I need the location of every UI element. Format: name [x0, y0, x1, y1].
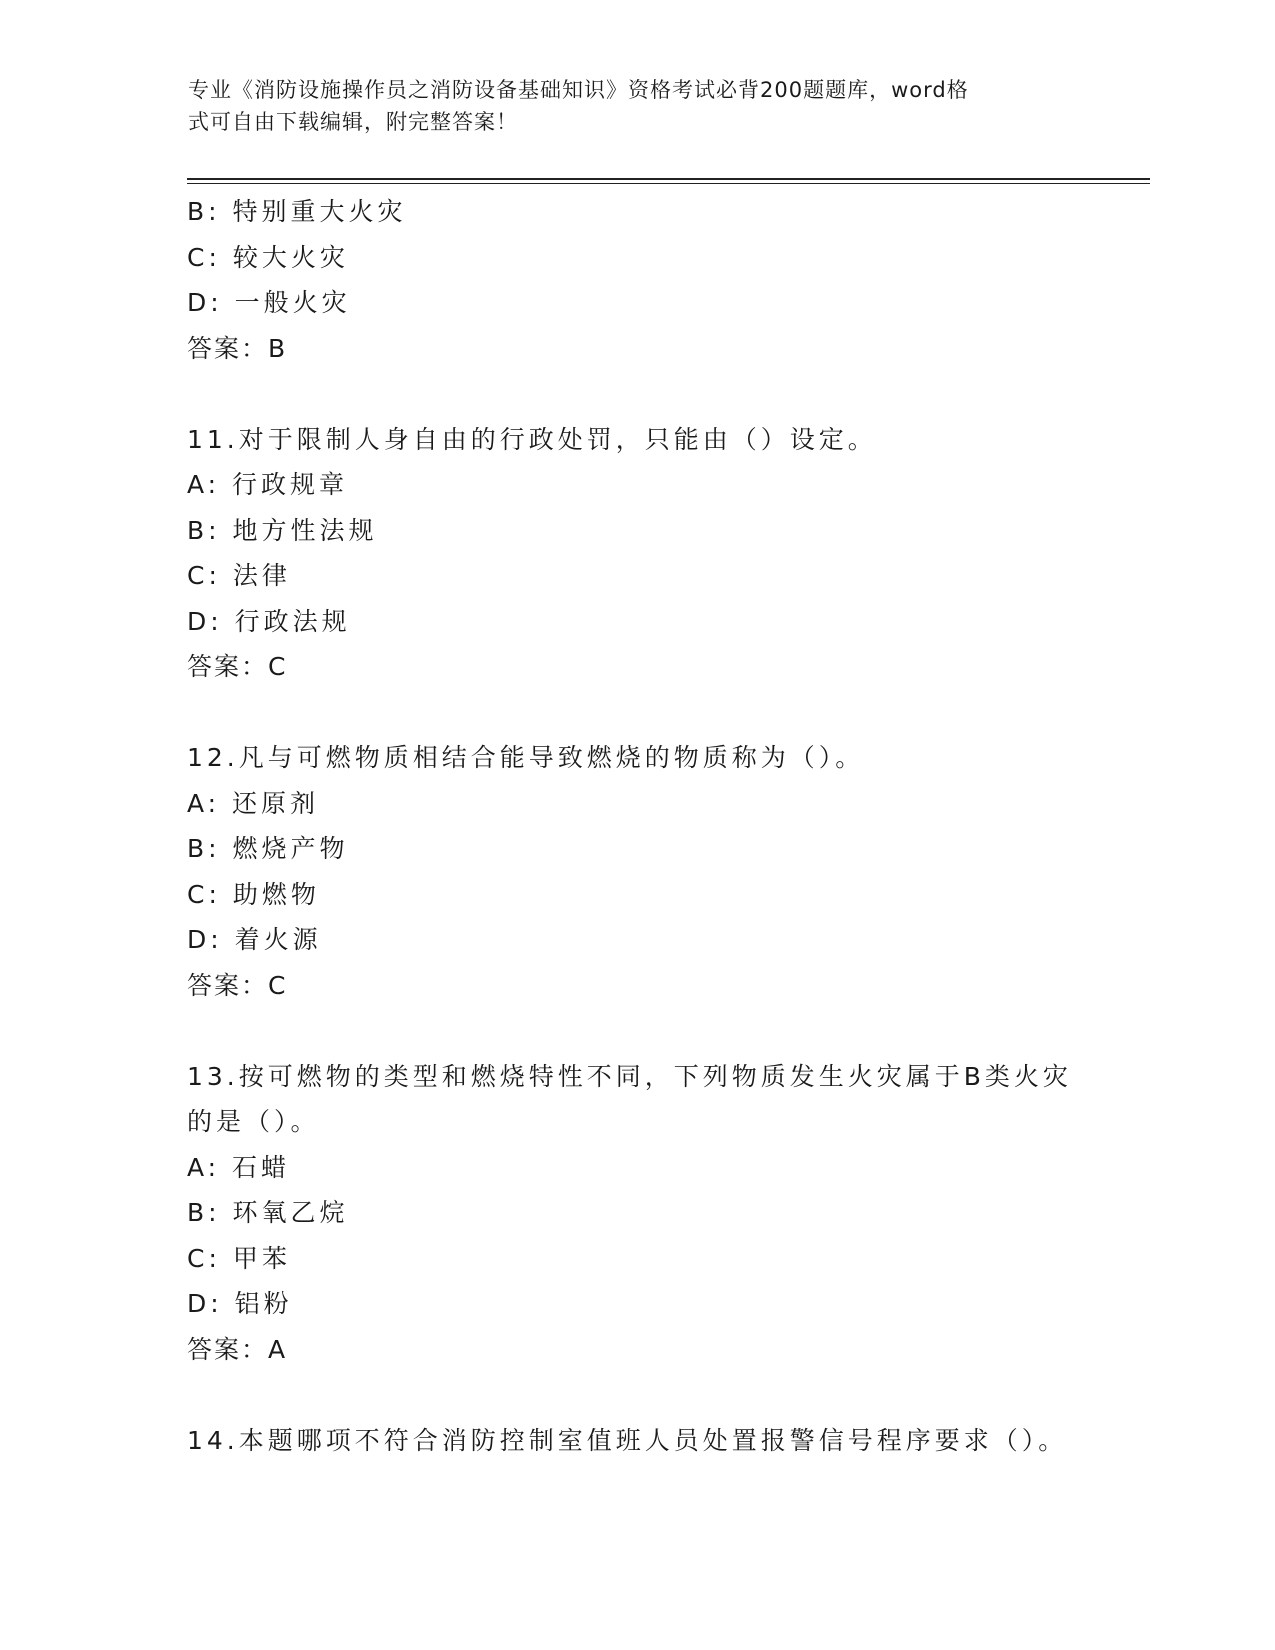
answer: 答案：A [187, 1334, 288, 1364]
option-c: C: 法律 [187, 561, 291, 590]
option-a: A: 还原剂 [187, 788, 320, 818]
question-text-line-1: 13.按可燃物的类型和燃烧特性不同，下列物质发生火灾属于B类火灾 [187, 1061, 1072, 1091]
option-c: C: 甲苯 [187, 1243, 291, 1273]
header-line-2: 式可自由下载编辑，附完整答案！ [188, 110, 518, 134]
header-divider-thin [187, 183, 1150, 184]
question-text-line-2: 的是（）。 [187, 1107, 320, 1136]
question-10-continued [187, 189, 1087, 371]
question-list [187, 189, 1087, 1463]
option-b: B: 特别重大火灾 [187, 197, 407, 226]
question-14 [187, 1418, 1087, 1464]
answer: 答案：C [187, 652, 288, 681]
option-d: D: 行政法规 [187, 606, 351, 636]
question-text: 11.对于限制人身自由的行政处罚，只能由（）设定。 [187, 424, 877, 454]
question-text: 14.本题哪项不符合消防控制室值班人员处置报警信号程序要求（）。 [187, 1425, 1068, 1455]
option-b: B: 燃烧产物 [187, 834, 349, 863]
question-text: 12.凡与可燃物质相结合能导致燃烧的物质称为（）。 [187, 743, 865, 772]
option-c: C: 助燃物 [187, 879, 320, 909]
option-d: D: 铝粉 [187, 1289, 293, 1318]
option-b: B: 地方性法规 [187, 515, 378, 545]
option-d: D: 一般火灾 [187, 288, 351, 317]
document-header [188, 74, 1068, 138]
answer: 答案：B [187, 333, 288, 363]
answer: 答案：C [187, 970, 288, 1000]
option-c: C: 较大火灾 [187, 242, 349, 272]
header-line-1: 专业《消防设施操作员之消防设备基础知识》资格考试必背200题题库，word格 [188, 78, 969, 102]
option-b: B: 环氧乙烷 [187, 1198, 349, 1227]
question-13 [187, 1054, 1087, 1373]
option-a: A: 行政规章 [187, 470, 349, 499]
option-d: D: 着火源 [187, 925, 322, 954]
header-divider-thick [187, 178, 1150, 180]
option-a: A: 石蜡 [187, 1152, 291, 1182]
question-11 [187, 417, 1087, 690]
question-12 [187, 735, 1087, 1008]
